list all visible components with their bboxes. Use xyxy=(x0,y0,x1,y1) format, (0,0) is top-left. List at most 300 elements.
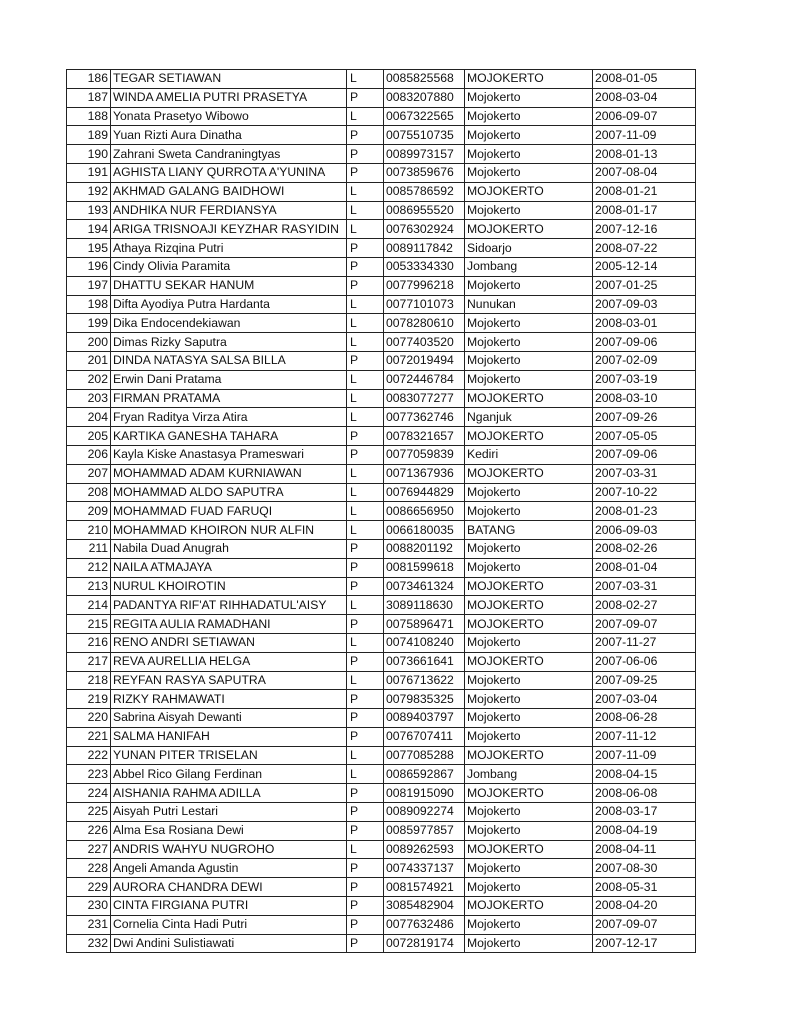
gender-cell: L xyxy=(347,220,384,239)
row-number-cell: 222 xyxy=(67,746,111,765)
student-name-cell: DHATTU SEKAR HANUM xyxy=(111,276,347,295)
gender-cell: L xyxy=(347,70,384,89)
birth-place-cell: MOJOKERTO xyxy=(465,220,593,239)
birth-place-cell: Nganjuk xyxy=(465,408,593,427)
birth-place-cell: Mojokerto xyxy=(465,633,593,652)
gender-cell: P xyxy=(347,859,384,878)
student-name-cell: Nabila Duad Anugrah xyxy=(111,539,347,558)
birth-date-cell: 2007-09-26 xyxy=(593,408,696,427)
student-name-cell: Dimas Rizky Saputra xyxy=(111,333,347,352)
birth-date-cell: 2007-09-06 xyxy=(593,333,696,352)
gender-cell: L xyxy=(347,521,384,540)
birth-place-cell: Mojokerto xyxy=(465,107,593,126)
table-row xyxy=(67,88,696,107)
nisn-cell: 0072819174 xyxy=(384,934,465,953)
birth-place-cell: Mojokerto xyxy=(465,370,593,389)
gender-cell: L xyxy=(347,596,384,615)
birth-date-cell: 2007-11-12 xyxy=(593,727,696,746)
gender-cell: P xyxy=(347,126,384,145)
birth-place-cell: Nunukan xyxy=(465,295,593,314)
birth-date-cell: 2008-03-01 xyxy=(593,314,696,333)
table-row xyxy=(67,351,696,370)
birth-place-cell: Mojokerto xyxy=(465,671,593,690)
student-name-cell: KARTIKA GANESHA TAHARA xyxy=(111,427,347,446)
birth-date-cell: 2008-01-17 xyxy=(593,201,696,220)
student-name-cell: Sabrina Aisyah Dewanti xyxy=(111,709,347,728)
table-row xyxy=(67,558,696,577)
nisn-cell: 0073461324 xyxy=(384,577,465,596)
gender-cell: P xyxy=(347,445,384,464)
table-row xyxy=(67,239,696,258)
nisn-cell: 0083207880 xyxy=(384,88,465,107)
gender-cell: L xyxy=(347,671,384,690)
birth-date-cell: 2007-01-25 xyxy=(593,276,696,295)
birth-date-cell: 2007-11-09 xyxy=(593,126,696,145)
row-number-cell: 220 xyxy=(67,709,111,728)
gender-cell: L xyxy=(347,746,384,765)
birth-place-cell: Mojokerto xyxy=(465,558,593,577)
birth-place-cell: MOJOKERTO xyxy=(465,615,593,634)
gender-cell: P xyxy=(347,821,384,840)
table-row xyxy=(67,746,696,765)
nisn-cell: 0077101073 xyxy=(384,295,465,314)
student-name-cell: ANDRIS WAHYU NUGROHO xyxy=(111,840,347,859)
birth-date-cell: 2008-01-04 xyxy=(593,558,696,577)
row-number-cell: 221 xyxy=(67,727,111,746)
birth-place-cell: Mojokerto xyxy=(465,690,593,709)
student-name-cell: TEGAR SETIAWAN xyxy=(111,70,347,89)
row-number-cell: 217 xyxy=(67,652,111,671)
birth-date-cell: 2008-04-15 xyxy=(593,765,696,784)
gender-cell: P xyxy=(347,539,384,558)
gender-cell: L xyxy=(347,502,384,521)
row-number-cell: 213 xyxy=(67,577,111,596)
nisn-cell: 0075896471 xyxy=(384,615,465,634)
birth-place-cell: Mojokerto xyxy=(465,201,593,220)
nisn-cell: 0072446784 xyxy=(384,370,465,389)
table-row xyxy=(67,220,696,239)
birth-place-cell: Jombang xyxy=(465,257,593,276)
birth-place-cell: MOJOKERTO xyxy=(465,464,593,483)
nisn-cell: 0089262593 xyxy=(384,840,465,859)
gender-cell: P xyxy=(347,934,384,953)
table-row xyxy=(67,257,696,276)
gender-cell: P xyxy=(347,163,384,182)
birth-date-cell: 2007-10-22 xyxy=(593,483,696,502)
nisn-cell: 0073859676 xyxy=(384,163,465,182)
birth-date-cell: 2007-03-19 xyxy=(593,370,696,389)
birth-place-cell: MOJOKERTO xyxy=(465,652,593,671)
table-row xyxy=(67,803,696,822)
nisn-cell: 0077085288 xyxy=(384,746,465,765)
gender-cell: L xyxy=(347,483,384,502)
nisn-cell: 0074337137 xyxy=(384,859,465,878)
birth-date-cell: 2007-11-09 xyxy=(593,746,696,765)
birth-date-cell: 2007-08-04 xyxy=(593,163,696,182)
birth-date-cell: 2008-04-19 xyxy=(593,821,696,840)
nisn-cell: 0071367936 xyxy=(384,464,465,483)
row-number-cell: 198 xyxy=(67,295,111,314)
table-row xyxy=(67,784,696,803)
student-name-cell: Athaya Rizqina Putri xyxy=(111,239,347,258)
student-name-cell: Dwi Andini Sulistiawati xyxy=(111,934,347,953)
nisn-cell: 0089403797 xyxy=(384,709,465,728)
row-number-cell: 218 xyxy=(67,671,111,690)
student-name-cell: Alma Esa Rosiana Dewi xyxy=(111,821,347,840)
nisn-cell: 0077996218 xyxy=(384,276,465,295)
nisn-cell: 0076944829 xyxy=(384,483,465,502)
birth-date-cell: 2007-09-07 xyxy=(593,915,696,934)
row-number-cell: 230 xyxy=(67,897,111,916)
nisn-cell: 0076302924 xyxy=(384,220,465,239)
student-name-cell: MOHAMMAD ADAM KURNIAWAN xyxy=(111,464,347,483)
nisn-cell: 0083077277 xyxy=(384,389,465,408)
gender-cell: P xyxy=(347,276,384,295)
row-number-cell: 209 xyxy=(67,502,111,521)
student-name-cell: REVA AURELLIA HELGA xyxy=(111,652,347,671)
nisn-cell: 0076713622 xyxy=(384,671,465,690)
birth-date-cell: 2008-05-31 xyxy=(593,878,696,897)
table-row xyxy=(67,295,696,314)
row-number-cell: 211 xyxy=(67,539,111,558)
gender-cell: P xyxy=(347,427,384,446)
nisn-cell: 0074108240 xyxy=(384,633,465,652)
table-row xyxy=(67,521,696,540)
row-number-cell: 228 xyxy=(67,859,111,878)
nisn-cell: 0085977857 xyxy=(384,821,465,840)
student-name-cell: SALMA HANIFAH xyxy=(111,727,347,746)
birth-place-cell: Mojokerto xyxy=(465,934,593,953)
table-row xyxy=(67,427,696,446)
table-row xyxy=(67,652,696,671)
student-name-cell: Cindy Olivia Paramita xyxy=(111,257,347,276)
nisn-cell: 0066180035 xyxy=(384,521,465,540)
birth-place-cell: Mojokerto xyxy=(465,276,593,295)
student-name-cell: ARIGA TRISNOAJI KEYZHAR RASYIDIN xyxy=(111,220,347,239)
student-name-cell: Yonata Prasetyo Wibowo xyxy=(111,107,347,126)
birth-date-cell: 2007-05-05 xyxy=(593,427,696,446)
nisn-cell: 0077362746 xyxy=(384,408,465,427)
student-name-cell: AGHISTA LIANY QURROTA A'YUNINA xyxy=(111,163,347,182)
nisn-cell: 0077403520 xyxy=(384,333,465,352)
birth-date-cell: 2007-12-17 xyxy=(593,934,696,953)
birth-place-cell: Mojokerto xyxy=(465,333,593,352)
birth-date-cell: 2007-09-03 xyxy=(593,295,696,314)
row-number-cell: 231 xyxy=(67,915,111,934)
row-number-cell: 227 xyxy=(67,840,111,859)
nisn-cell: 0085786592 xyxy=(384,182,465,201)
student-name-cell: Kayla Kiske Anastasya Prameswari xyxy=(111,445,347,464)
table-row xyxy=(67,145,696,164)
gender-cell: L xyxy=(347,840,384,859)
student-name-cell: MOHAMMAD KHOIRON NUR ALFIN xyxy=(111,521,347,540)
row-number-cell: 216 xyxy=(67,633,111,652)
gender-cell: L xyxy=(347,201,384,220)
student-name-cell: MOHAMMAD FUAD FARUQI xyxy=(111,502,347,521)
birth-date-cell: 2007-11-27 xyxy=(593,633,696,652)
table-row xyxy=(67,333,696,352)
birth-date-cell: 2007-12-16 xyxy=(593,220,696,239)
row-number-cell: 214 xyxy=(67,596,111,615)
student-name-cell: Zahrani Sweta Candraningtyas xyxy=(111,145,347,164)
birth-date-cell: 2008-01-05 xyxy=(593,70,696,89)
row-number-cell: 192 xyxy=(67,182,111,201)
birth-place-cell: Mojokerto xyxy=(465,483,593,502)
gender-cell: P xyxy=(347,784,384,803)
nisn-cell: 0067322565 xyxy=(384,107,465,126)
row-number-cell: 207 xyxy=(67,464,111,483)
table-row xyxy=(67,671,696,690)
nisn-cell: 0077632486 xyxy=(384,915,465,934)
birth-place-cell: Mojokerto xyxy=(465,859,593,878)
row-number-cell: 208 xyxy=(67,483,111,502)
student-name-cell: Aisyah Putri Lestari xyxy=(111,803,347,822)
birth-place-cell: Mojokerto xyxy=(465,915,593,934)
row-number-cell: 215 xyxy=(67,615,111,634)
birth-date-cell: 2007-03-31 xyxy=(593,464,696,483)
nisn-cell: 0086955520 xyxy=(384,201,465,220)
row-number-cell: 229 xyxy=(67,878,111,897)
table-row xyxy=(67,370,696,389)
student-name-cell: Fryan Raditya Virza Atira xyxy=(111,408,347,427)
gender-cell: L xyxy=(347,408,384,427)
row-number-cell: 219 xyxy=(67,690,111,709)
birth-place-cell: Sidoarjo xyxy=(465,239,593,258)
birth-place-cell: MOJOKERTO xyxy=(465,840,593,859)
gender-cell: L xyxy=(347,314,384,333)
student-name-cell: Erwin Dani Pratama xyxy=(111,370,347,389)
birth-date-cell: 2007-08-30 xyxy=(593,859,696,878)
student-name-cell: RENO ANDRI SETIAWAN xyxy=(111,633,347,652)
birth-date-cell: 2007-09-06 xyxy=(593,445,696,464)
row-number-cell: 188 xyxy=(67,107,111,126)
row-number-cell: 202 xyxy=(67,370,111,389)
birth-date-cell: 2007-06-06 xyxy=(593,652,696,671)
student-table xyxy=(66,69,696,953)
student-name-cell: NAILA ATMAJAYA xyxy=(111,558,347,577)
birth-place-cell: Mojokerto xyxy=(465,709,593,728)
nisn-cell: 0088201192 xyxy=(384,539,465,558)
birth-date-cell: 2007-09-07 xyxy=(593,615,696,634)
birth-place-cell: Kediri xyxy=(465,445,593,464)
birth-date-cell: 2008-06-28 xyxy=(593,709,696,728)
student-name-cell: ANDHIKA NUR FERDIANSYA xyxy=(111,201,347,220)
row-number-cell: 232 xyxy=(67,934,111,953)
gender-cell: L xyxy=(347,633,384,652)
nisn-cell: 0053334330 xyxy=(384,257,465,276)
birth-place-cell: MOJOKERTO xyxy=(465,389,593,408)
gender-cell: P xyxy=(347,88,384,107)
nisn-cell: 0086592867 xyxy=(384,765,465,784)
table-row xyxy=(67,201,696,220)
nisn-cell: 0085825568 xyxy=(384,70,465,89)
birth-place-cell: MOJOKERTO xyxy=(465,897,593,916)
row-number-cell: 203 xyxy=(67,389,111,408)
birth-date-cell: 2008-06-08 xyxy=(593,784,696,803)
student-name-cell: RIZKY RAHMAWATI xyxy=(111,690,347,709)
birth-place-cell: MOJOKERTO xyxy=(465,746,593,765)
birth-date-cell: 2008-03-17 xyxy=(593,803,696,822)
nisn-cell: 0077059839 xyxy=(384,445,465,464)
birth-place-cell: Mojokerto xyxy=(465,727,593,746)
student-name-cell: Cornelia Cinta Hadi Putri xyxy=(111,915,347,934)
birth-date-cell: 2007-03-04 xyxy=(593,690,696,709)
gender-cell: P xyxy=(347,558,384,577)
table-row xyxy=(67,126,696,145)
gender-cell: L xyxy=(347,107,384,126)
birth-date-cell: 2005-12-14 xyxy=(593,257,696,276)
student-name-cell: Dika Endocendekiawan xyxy=(111,314,347,333)
table-row xyxy=(67,502,696,521)
birth-date-cell: 2007-03-31 xyxy=(593,577,696,596)
gender-cell: P xyxy=(347,709,384,728)
table-row xyxy=(67,408,696,427)
birth-date-cell: 2007-09-25 xyxy=(593,671,696,690)
nisn-cell: 0081915090 xyxy=(384,784,465,803)
row-number-cell: 191 xyxy=(67,163,111,182)
row-number-cell: 225 xyxy=(67,803,111,822)
table-row xyxy=(67,163,696,182)
gender-cell: P xyxy=(347,690,384,709)
birth-date-cell: 2008-01-13 xyxy=(593,145,696,164)
table-row xyxy=(67,615,696,634)
birth-place-cell: Jombang xyxy=(465,765,593,784)
student-name-cell: Angeli Amanda Agustin xyxy=(111,859,347,878)
gender-cell: L xyxy=(347,333,384,352)
gender-cell: L xyxy=(347,295,384,314)
row-number-cell: 189 xyxy=(67,126,111,145)
nisn-cell: 3085482904 xyxy=(384,897,465,916)
birth-date-cell: 2006-09-03 xyxy=(593,521,696,540)
student-name-cell: REGITA AULIA RAMADHANI xyxy=(111,615,347,634)
table-row xyxy=(67,445,696,464)
gender-cell: P xyxy=(347,803,384,822)
table-row xyxy=(67,934,696,953)
row-number-cell: 224 xyxy=(67,784,111,803)
student-name-cell: AKHMAD GALANG BAIDHOWI xyxy=(111,182,347,201)
gender-cell: P xyxy=(347,145,384,164)
nisn-cell: 3089118630 xyxy=(384,596,465,615)
birth-place-cell: Mojokerto xyxy=(465,878,593,897)
nisn-cell: 0078321657 xyxy=(384,427,465,446)
birth-place-cell: MOJOKERTO xyxy=(465,70,593,89)
student-name-cell: WINDA AMELIA PUTRI PRASETYA xyxy=(111,88,347,107)
table-row xyxy=(67,107,696,126)
birth-date-cell: 2008-01-23 xyxy=(593,502,696,521)
row-number-cell: 210 xyxy=(67,521,111,540)
row-number-cell: 205 xyxy=(67,427,111,446)
nisn-cell: 0073661641 xyxy=(384,652,465,671)
student-name-cell: FIRMAN PRATAMA xyxy=(111,389,347,408)
birth-date-cell: 2008-04-20 xyxy=(593,897,696,916)
table-row xyxy=(67,915,696,934)
birth-place-cell: Mojokerto xyxy=(465,539,593,558)
gender-cell: P xyxy=(347,652,384,671)
nisn-cell: 0089973157 xyxy=(384,145,465,164)
gender-cell: P xyxy=(347,239,384,258)
student-name-cell: CINTA FIRGIANA PUTRI xyxy=(111,897,347,916)
nisn-cell: 0079835325 xyxy=(384,690,465,709)
table-row xyxy=(67,539,696,558)
student-name-cell: MOHAMMAD ALDO SAPUTRA xyxy=(111,483,347,502)
birth-date-cell: 2007-02-09 xyxy=(593,351,696,370)
gender-cell: P xyxy=(347,577,384,596)
birth-place-cell: Mojokerto xyxy=(465,351,593,370)
gender-cell: P xyxy=(347,257,384,276)
birth-date-cell: 2008-02-26 xyxy=(593,539,696,558)
birth-place-cell: Mojokerto xyxy=(465,314,593,333)
table-row xyxy=(67,690,696,709)
table-row xyxy=(67,596,696,615)
student-name-cell: AURORA CHANDRA DEWI xyxy=(111,878,347,897)
gender-cell: L xyxy=(347,464,384,483)
birth-date-cell: 2006-09-07 xyxy=(593,107,696,126)
nisn-cell: 0081574921 xyxy=(384,878,465,897)
table-row xyxy=(67,821,696,840)
nisn-cell: 0075510735 xyxy=(384,126,465,145)
birth-date-cell: 2008-03-10 xyxy=(593,389,696,408)
birth-place-cell: Mojokerto xyxy=(465,803,593,822)
birth-place-cell: Mojokerto xyxy=(465,502,593,521)
table-row xyxy=(67,765,696,784)
birth-place-cell: MOJOKERTO xyxy=(465,427,593,446)
nisn-cell: 0081599618 xyxy=(384,558,465,577)
table-row xyxy=(67,859,696,878)
birth-place-cell: Mojokerto xyxy=(465,163,593,182)
birth-place-cell: Mojokerto xyxy=(465,145,593,164)
table-row xyxy=(67,727,696,746)
table-row xyxy=(67,577,696,596)
gender-cell: L xyxy=(347,389,384,408)
nisn-cell: 0078280610 xyxy=(384,314,465,333)
birth-date-cell: 2008-02-27 xyxy=(593,596,696,615)
table-row xyxy=(67,878,696,897)
table-row xyxy=(67,483,696,502)
birth-place-cell: BATANG xyxy=(465,521,593,540)
nisn-cell: 0089092274 xyxy=(384,803,465,822)
gender-cell: P xyxy=(347,615,384,634)
row-number-cell: 195 xyxy=(67,239,111,258)
birth-date-cell: 2008-03-04 xyxy=(593,88,696,107)
birth-place-cell: MOJOKERTO xyxy=(465,182,593,201)
table-row xyxy=(67,314,696,333)
table-row xyxy=(67,840,696,859)
gender-cell: P xyxy=(347,897,384,916)
birth-place-cell: MOJOKERTO xyxy=(465,784,593,803)
birth-place-cell: MOJOKERTO xyxy=(465,577,593,596)
gender-cell: P xyxy=(347,878,384,897)
gender-cell: P xyxy=(347,915,384,934)
table-row xyxy=(67,276,696,295)
table-row xyxy=(67,464,696,483)
row-number-cell: 206 xyxy=(67,445,111,464)
gender-cell: P xyxy=(347,727,384,746)
row-number-cell: 200 xyxy=(67,333,111,352)
row-number-cell: 201 xyxy=(67,351,111,370)
student-name-cell: PADANTYA RIF'AT RIHHADATUL'AISY xyxy=(111,596,347,615)
gender-cell: P xyxy=(347,351,384,370)
birth-place-cell: MOJOKERTO xyxy=(465,596,593,615)
table-row xyxy=(67,633,696,652)
table-row xyxy=(67,70,696,89)
row-number-cell: 194 xyxy=(67,220,111,239)
student-name-cell: YUNAN PITER TRISELAN xyxy=(111,746,347,765)
row-number-cell: 190 xyxy=(67,145,111,164)
student-name-cell: Yuan Rizti Aura Dinatha xyxy=(111,126,347,145)
gender-cell: L xyxy=(347,370,384,389)
row-number-cell: 187 xyxy=(67,88,111,107)
row-number-cell: 193 xyxy=(67,201,111,220)
